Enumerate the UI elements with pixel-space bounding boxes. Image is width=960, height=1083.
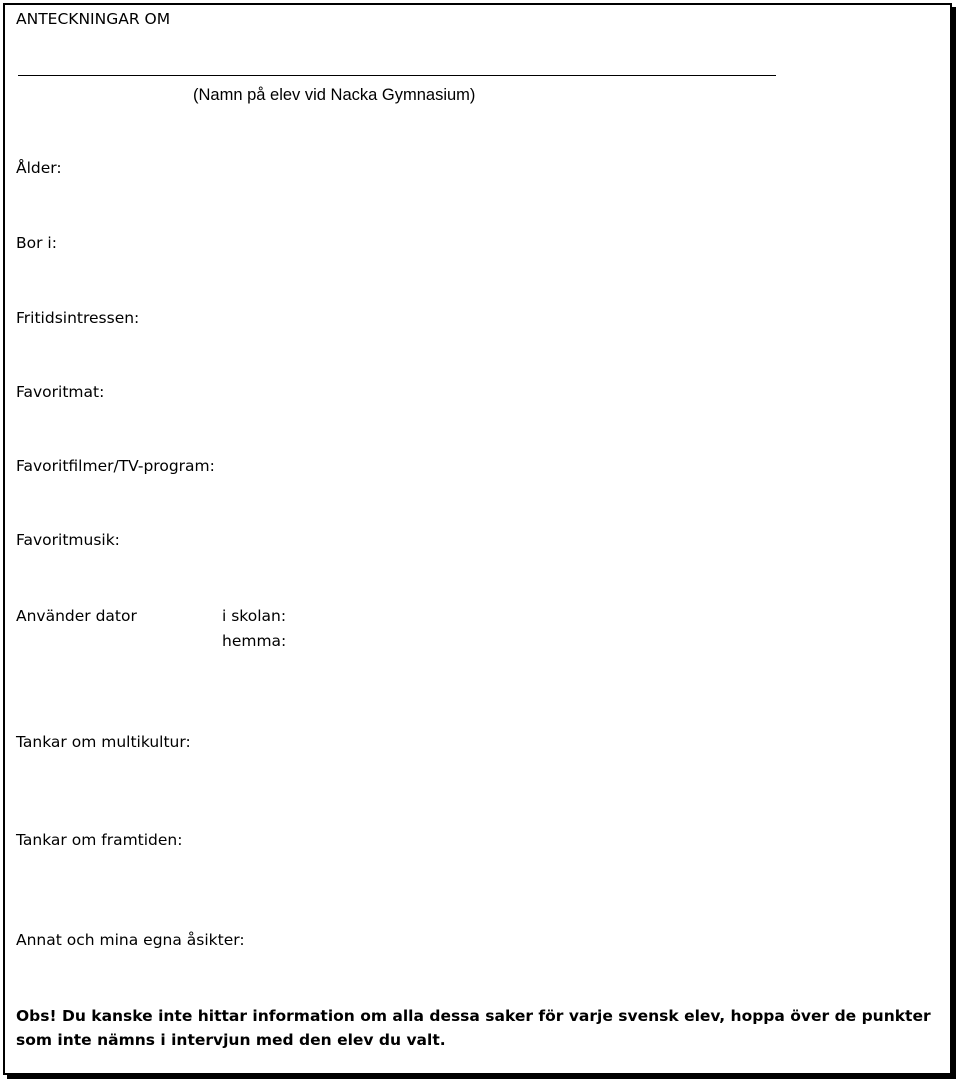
field-i-skolan: i skolan:: [222, 607, 287, 625]
field-framtiden: Tankar om framtiden:: [16, 831, 183, 849]
field-multikultur: Tankar om multikultur:: [16, 733, 191, 751]
document-title: ANTECKNINGAR OM: [16, 10, 171, 28]
field-alder: Ålder:: [16, 159, 62, 177]
field-annat: Annat och mina egna åsikter:: [16, 931, 245, 949]
field-favoritmat: Favoritmat:: [16, 383, 105, 401]
field-bor-i: Bor i:: [16, 234, 57, 252]
name-underline: [18, 75, 776, 76]
obs-note: Obs! Du kanske inte hittar information om alla dessa saker för varje svensk elev, hoppa över de punkter som inte nämns i intervjun med den elev du valt.: [16, 1007, 931, 1049]
field-fritidsintressen: Fritidsintressen:: [16, 309, 140, 327]
name-caption: (Namn på elev vid Nacka Gymnasium): [193, 86, 476, 104]
field-favoritmusik: Favoritmusik:: [16, 531, 120, 549]
document-frame: [3, 3, 952, 1075]
field-favoritfilmer: Favoritfilmer/TV-program:: [16, 457, 215, 475]
field-hemma: hemma:: [222, 632, 287, 650]
field-anvander-dator: Använder dator: [16, 607, 137, 625]
